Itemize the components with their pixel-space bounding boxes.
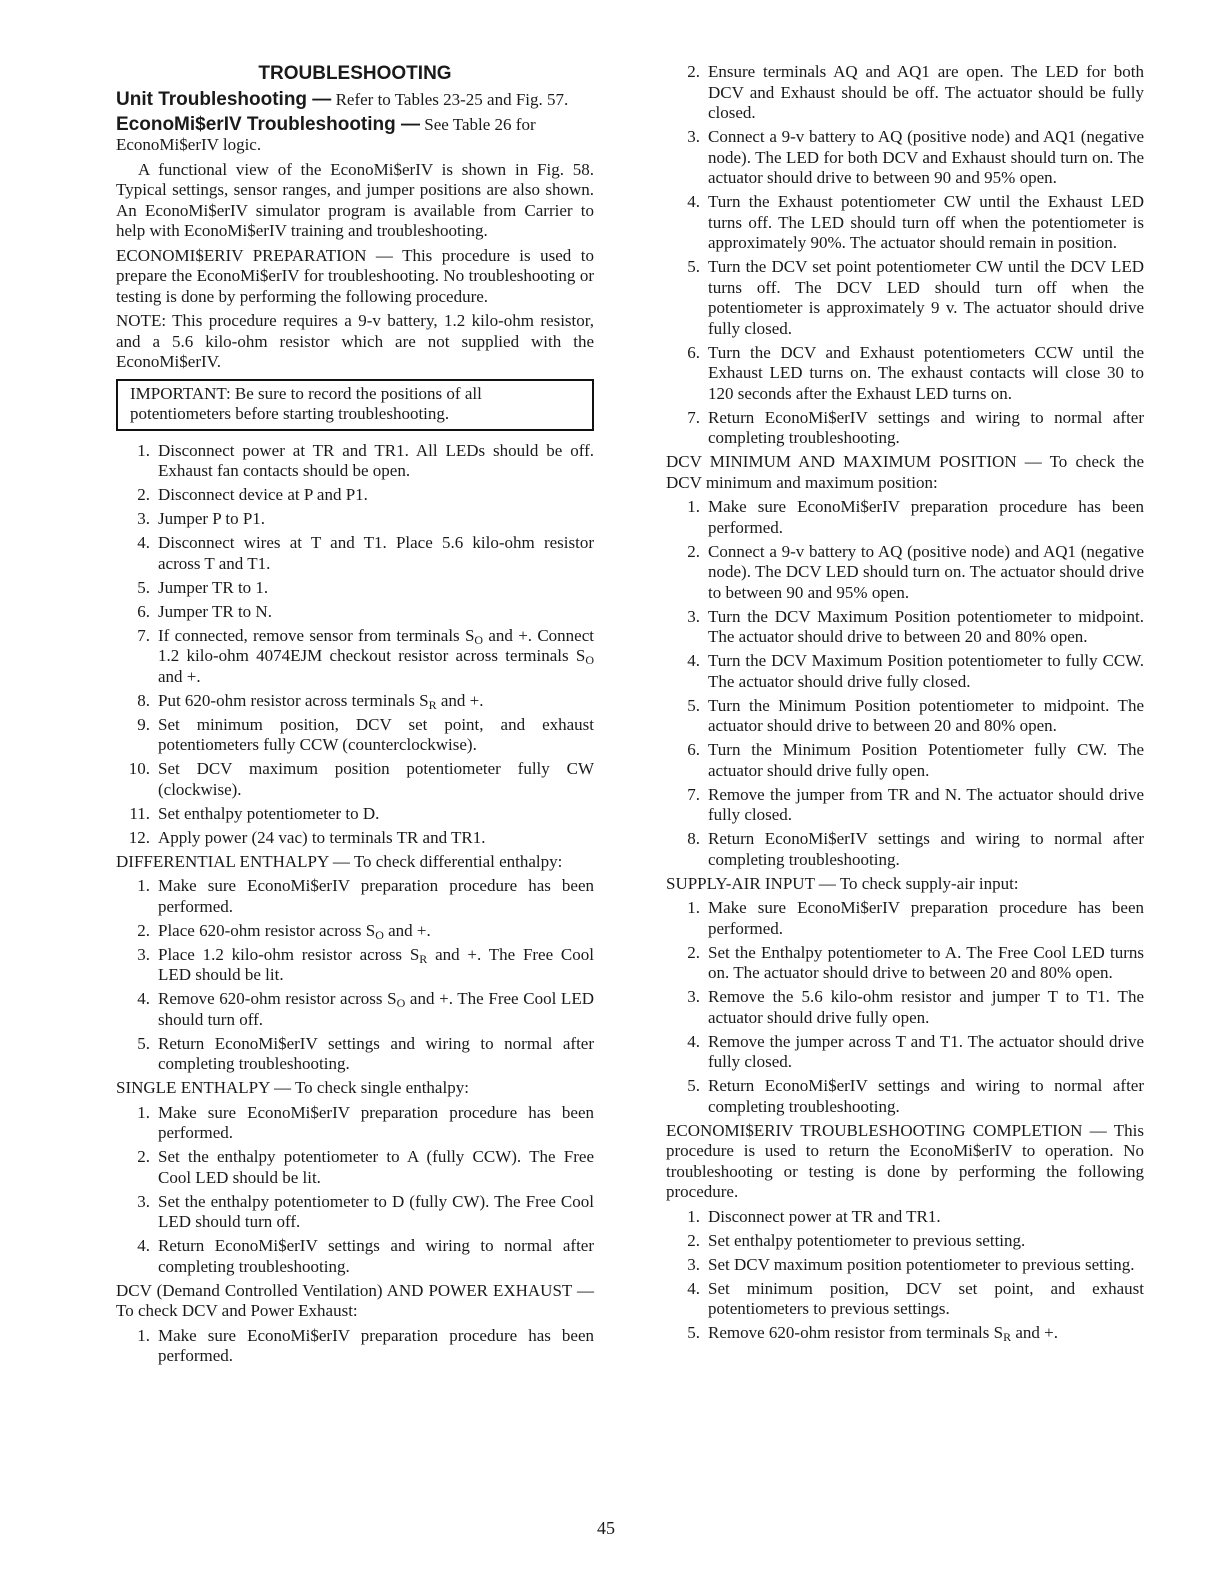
dcv-power-exhaust-steps-list	[116, 1326, 594, 1367]
single-enthalpy-paragraph: SINGLE ENTHALPY — To check single enthalpy:	[116, 1078, 469, 1097]
right-column	[666, 62, 1144, 1347]
list-item: 2. Connect a 9-v battery to AQ (positive node) and AQ1 (negative node). The DCV LED should turn on. The actuator should drive to between 90 and 95% open.	[687, 541, 1144, 602]
list-item: 1. Make sure EconoMi$erIV preparation procedure has been performed.	[137, 876, 594, 916]
preparation-paragraph: ECONOMI$ERIV PREPARATION — This procedure is used to prepare the EconoMi$erIV for troubleshooting. No troubleshooting or testing is done by performing the following procedure.	[116, 245, 594, 306]
list-item: 3. Place 1.2 kilo-ohm resistor across $S_R$ and +. The Free Cool LED should be lit.	[137, 944, 594, 984]
list-item: 4. Turn the DCV Maximum Position potentiometer to fully CCW. The actuator should drive fully closed.	[687, 651, 1144, 691]
list-item: 5. Turn the DCV set point potentiometer CW until the DCV LED turns off. The DCV LED should turn off when the potentiometer is approximately 9 v. The actuator should drive fully closed.	[687, 257, 1144, 338]
list-item: 3. Jumper P to P1.	[137, 509, 266, 528]
list-item: 4. Set minimum position, DCV set point, and exhaust potentiometers to previous settings.	[687, 1278, 1144, 1318]
dcv-min-max-paragraph: DCV MINIMUM AND MAXIMUM POSITION — To check the DCV minimum and maximum position:	[666, 452, 1144, 492]
list-item: 5. Jumper TR to 1.	[137, 577, 269, 597]
list-item: 7. If connected, remove sensor from terminals $S_O$ and +. Connect 1.2 kilo-ohm 4074EJM checkout resistor across terminals $S_O$ and +.	[137, 625, 594, 686]
left-column	[116, 62, 594, 1370]
list-item: 11. Set enthalpy potentiometer to D.	[129, 803, 380, 823]
differential-enthalpy-paragraph: DIFFERENTIAL ENTHALPY — To check differential enthalpy:	[116, 851, 563, 871]
list-item: 4. Remove 620-ohm resistor across $S_O$ and +. The Free Cool LED should turn off.	[137, 989, 594, 1029]
list-item: 8. Return EconoMi$erIV settings and wiring to normal after completing troubleshooting.	[687, 829, 1144, 869]
unit-troubleshooting-heading	[116, 90, 594, 111]
functional-view-paragraph: A functional view of the EconoMi$erIV is shown in Fig. 58. Typical settings, sensor ranges, and jumper positions are also shown. An EconoMi$erIV simulator program is available from Carrier to help with EconoMi$erIV training and troubleshooting.	[116, 159, 594, 240]
list-item: 8. Put 620-ohm resistor across terminals $S_R$ and +.	[137, 690, 484, 712]
list-item: 5. Remove 620-ohm resistor from terminals $S_R$ and +.	[687, 1323, 1058, 1344]
dcv-min-max-steps-list	[666, 497, 1144, 870]
differential-enthalpy-steps-list	[116, 876, 594, 1075]
preparation-steps-list	[116, 441, 594, 849]
list-item: 4. Turn the Exhaust potentiometer CW until the Exhaust LED turns off. The LED should turn off when the potentiometer is approximately 90%. The actuator should remain in position.	[687, 192, 1144, 252]
supply-air-input-paragraph: SUPPLY-AIR INPUT — To check supply-air input:	[666, 873, 1019, 893]
important-notice-box	[116, 379, 594, 431]
list-item: 2. Set enthalpy potentiometer to previous setting.	[687, 1230, 1026, 1250]
list-item: 4. Disconnect wires at T and T1. Place 5.6 kilo-ohm resistor across T and T1.	[137, 533, 594, 573]
list-item: 7. Remove the jumper from TR and N. The actuator should drive fully closed.	[687, 784, 1144, 824]
list-item: 9. Set minimum position, DCV set point, and exhaust potentiometers fully CCW (counterclockwise).	[137, 714, 594, 754]
list-item: 6. Turn the Minimum Position Potentiometer fully CW. The actuator should drive fully open.	[687, 740, 1144, 780]
list-item: 1. Make sure EconoMi$erIV preparation procedure has been performed.	[687, 497, 1144, 537]
list-item: 3. Set DCV maximum position potentiometer to previous setting.	[687, 1254, 1135, 1274]
list-item: 2. Ensure terminals AQ and AQ1 are open. The LED for both DCV and Exhaust should be off. The actuator should be fully closed.	[687, 62, 1144, 122]
list-item: 2. Disconnect device at P and P1.	[137, 485, 368, 504]
list-item: 3. Set the enthalpy potentiometer to D (fully CW). The Free Cool LED should turn off.	[137, 1191, 594, 1231]
list-item: 1. Make sure EconoMi$erIV preparation procedure has been performed.	[137, 1102, 594, 1142]
unit-troubleshooting-label: Unit Troubleshooting —	[116, 89, 332, 110]
list-item: 3. Turn the DCV Maximum Position potentiometer to midpoint. The actuator should drive to between 20 and 80% open.	[687, 606, 1144, 646]
dcv-power-exhaust-steps-continued	[666, 62, 1144, 449]
troubleshooting-completion-steps-list	[666, 1207, 1144, 1344]
important-notice-text: IMPORTANT: Be sure to record the positions of all potentiometers before starting troubleshooting.	[130, 383, 482, 423]
list-item: 6. Jumper TR to N.	[137, 601, 272, 621]
list-item: 2. Place 620-ohm resistor across $S_O$ and +.	[137, 920, 431, 942]
list-item: 6. Turn the DCV and Exhaust potentiometers CCW until the Exhaust LED turns on. The exhaust contacts will close 30 to 120 seconds after the Exhaust LED turns on.	[687, 342, 1144, 403]
page-number: 45	[597, 1518, 615, 1538]
list-item: 5. Turn the Minimum Position potentiometer to midpoint. The actuator should drive to between 20 and 80% open.	[687, 695, 1144, 735]
list-item: 4. Return EconoMi$erIV settings and wiring to normal after completing troubleshooting.	[137, 1236, 594, 1276]
troubleshooting-completion-paragraph: ECONOMI$ERIV TROUBLESHOOTING COMPLETION — This procedure is used to return the EconoMi$erIV to operation. No troubleshooting or testing is done by performing the following procedure.	[666, 1120, 1144, 1201]
list-item: 3. Connect a 9-v battery to AQ (positive node) and AQ1 (negative node). The LED for both DCV and Exhaust should turn on. The actuator should drive to between 90 and 95% open.	[687, 127, 1144, 187]
economizer-troubleshooting-label: EconoMi$erIV Troubleshooting —	[116, 113, 421, 135]
list-item: 1. Make sure EconoMi$erIV preparation procedure has been performed.	[137, 1325, 594, 1365]
list-item: 2. Set the Enthalpy potentiometer to A. The Free Cool LED turns on. The actuator should drive to between 20 and 80% open.	[687, 942, 1144, 982]
list-item: 1. Make sure EconoMi$erIV preparation procedure has been performed.	[687, 898, 1144, 938]
list-item: 5. Return EconoMi$erIV settings and wiring to normal after completing troubleshooting.	[687, 1076, 1144, 1116]
list-item: 7. Return EconoMi$erIV settings and wiring to normal after completing troubleshooting.	[687, 407, 1144, 447]
list-item: 1. Disconnect power at TR and TR1.	[687, 1206, 941, 1226]
supply-air-input-steps-list	[666, 898, 1144, 1117]
list-item: 10. Set DCV maximum position potentiometer fully CW (clockwise).	[128, 759, 594, 799]
list-item: 12. Apply power (24 vac) to terminals TR and TR1.	[128, 827, 486, 847]
section-title: TROUBLESHOOTING	[258, 63, 452, 84]
list-item: 3. Remove the 5.6 kilo-ohm resistor and jumper T to T1. The actuator should drive fully open.	[687, 987, 1144, 1027]
economizer-troubleshooting-heading	[116, 115, 594, 156]
list-item: 4. Remove the jumper across T and T1. The actuator should drive fully closed.	[687, 1031, 1144, 1071]
economizer-troubleshooting-text: See Table 26 for EconoMi$erIV logic.	[116, 114, 536, 154]
dcv-power-exhaust-paragraph: DCV (Demand Controlled Ventilation) AND POWER EXHAUST — To check DCV and Power Exhaust:	[116, 1280, 594, 1320]
single-enthalpy-steps-list	[116, 1103, 594, 1278]
list-item: 2. Set the enthalpy potentiometer to A (fully CCW). The Free Cool LED should be lit.	[137, 1147, 594, 1187]
unit-troubleshooting-text: Refer to Tables 23-25 and Fig. 57.	[331, 90, 569, 109]
list-item: 1. Disconnect power at TR and TR1. All LEDs should be off. Exhaust fan contacts should be open.	[137, 440, 594, 480]
list-item: 5. Return EconoMi$erIV settings and wiring to normal after completing troubleshooting.	[137, 1033, 594, 1073]
note-paragraph: NOTE: This procedure requires a 9-v battery, 1.2 kilo-ohm resistor, and a 5.6 kilo-ohm resistor which are not supplied with the EconoMi$erIV.	[116, 311, 594, 371]
